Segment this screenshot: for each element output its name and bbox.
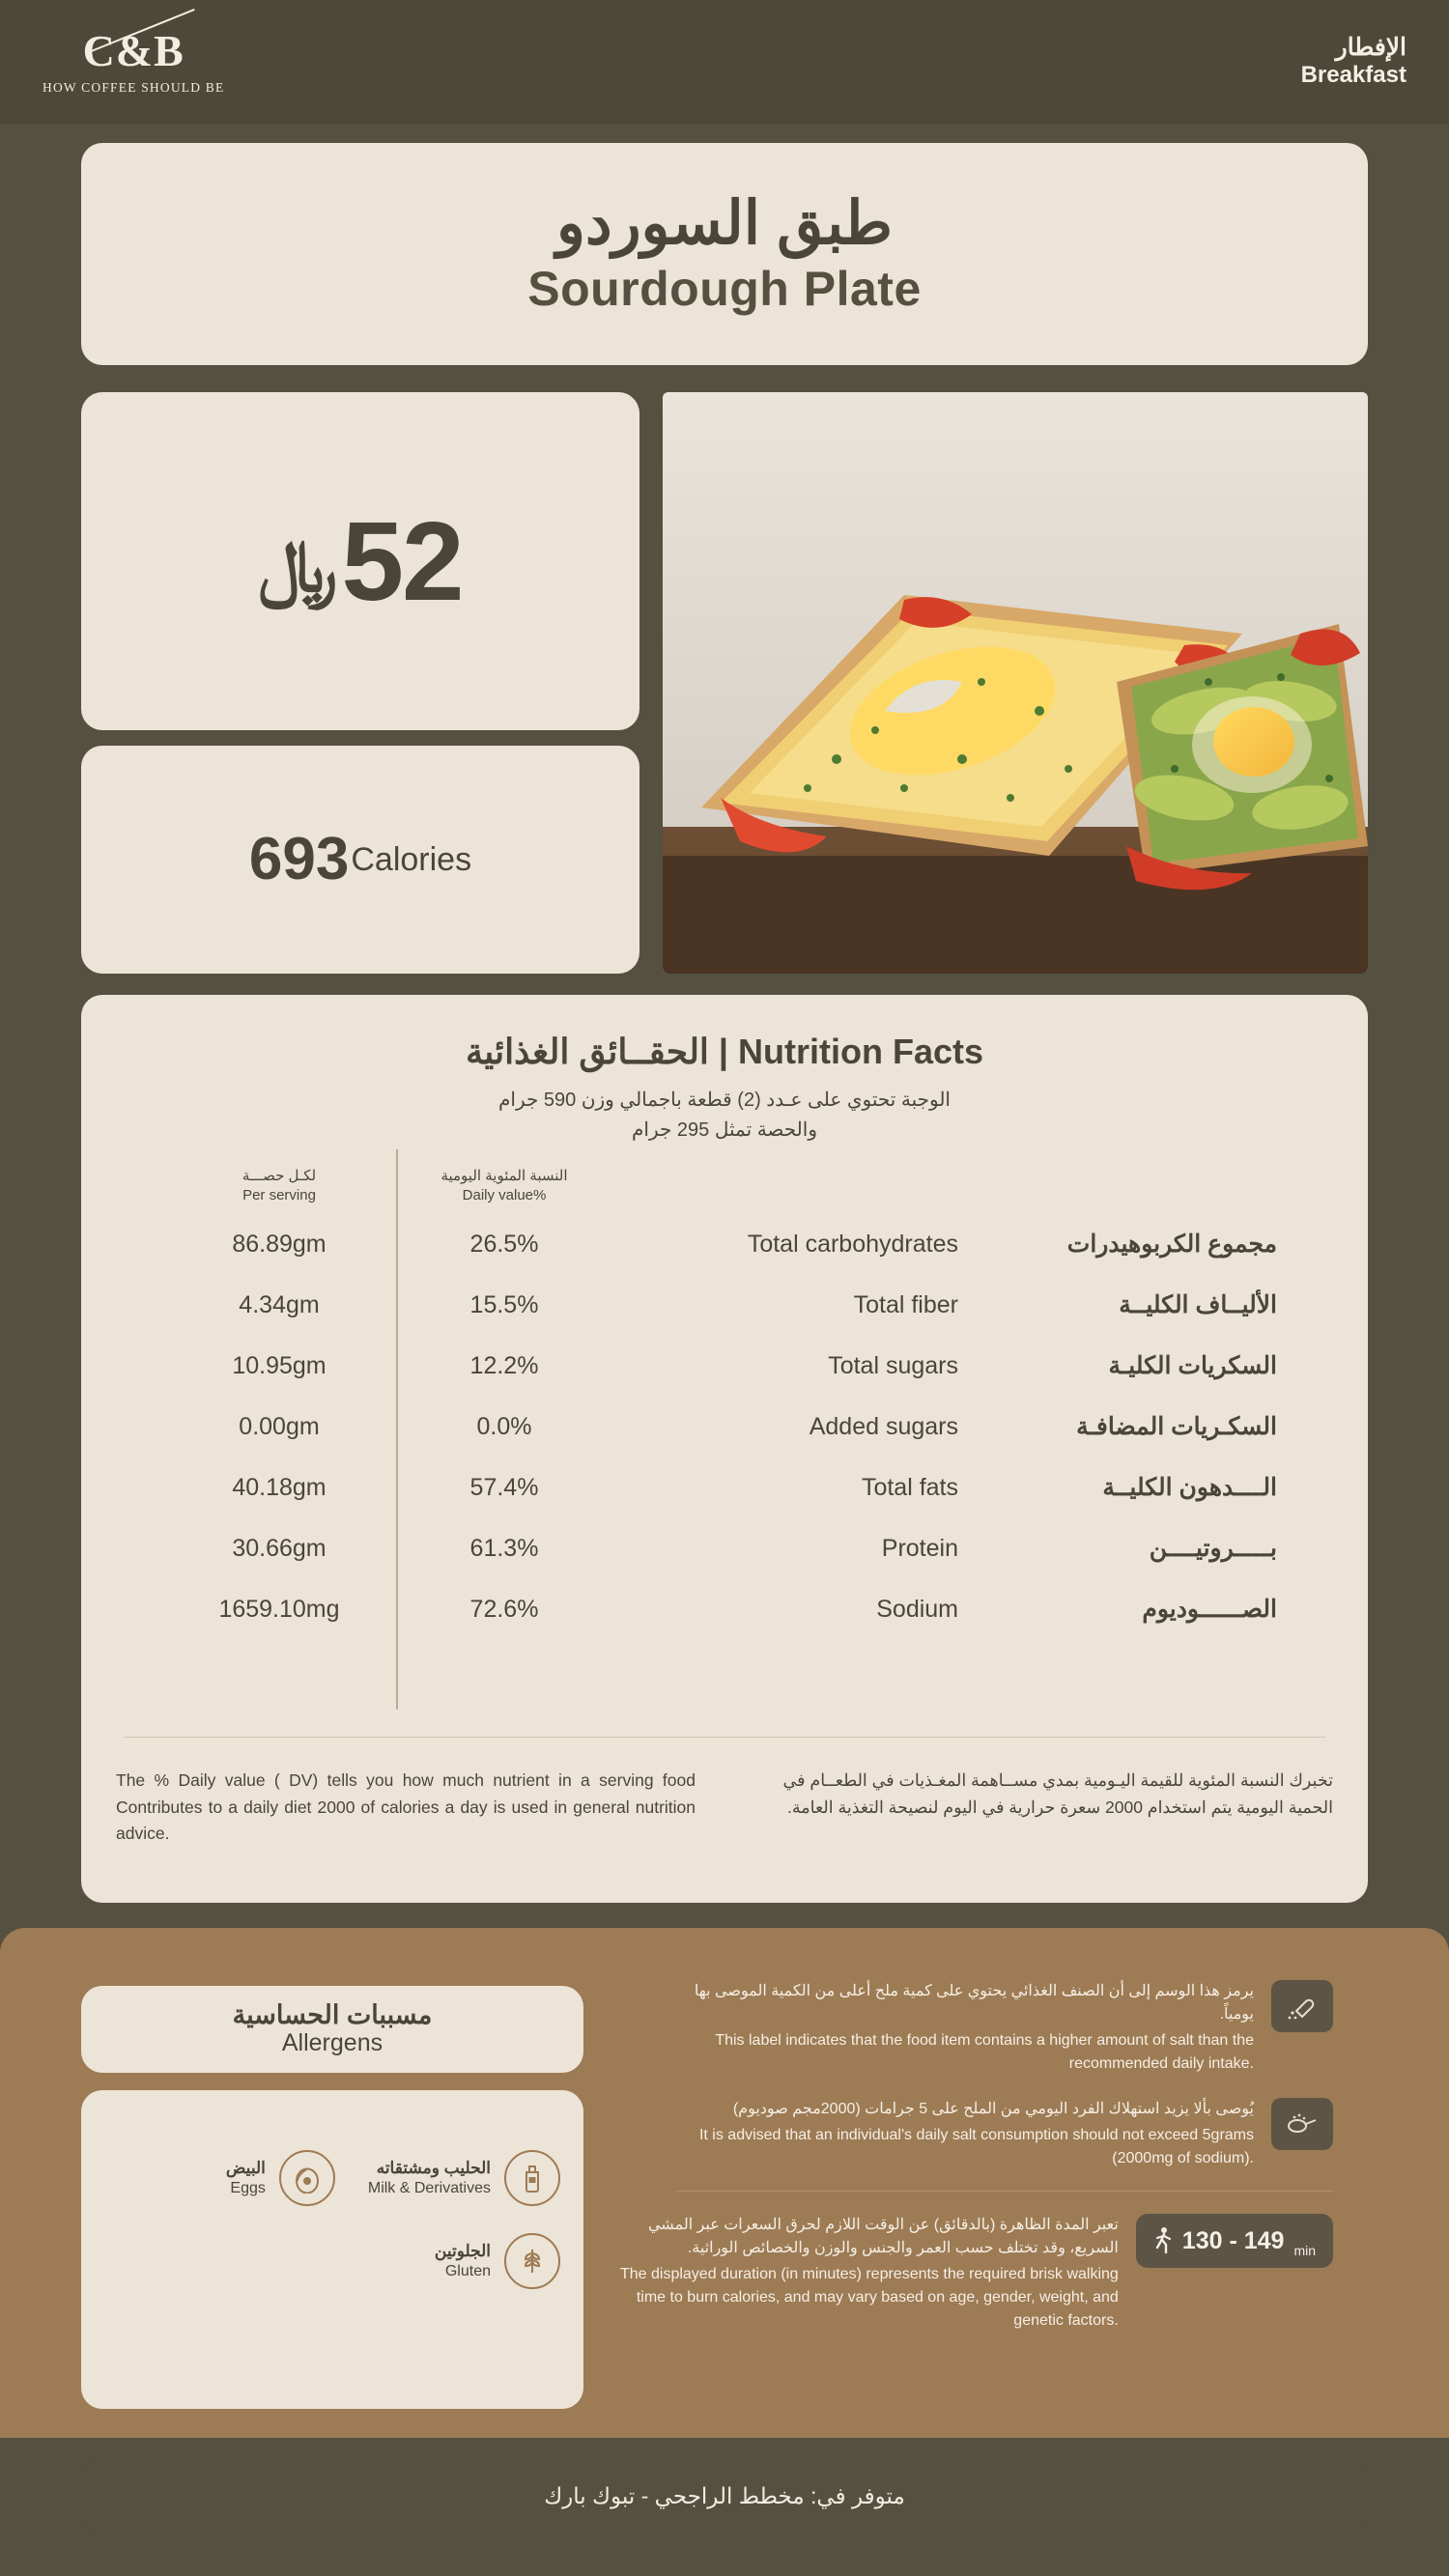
nutrition-title: الحقــائق الغذائية | Nutrition Facts <box>465 1032 984 1071</box>
cell-name-en: Total carbohydrates <box>747 1230 958 1258</box>
riyal-currency-icon: ﷼ <box>258 526 338 607</box>
meal-period-en: Breakfast <box>1300 61 1406 88</box>
notice-text-en: It is advised that an individual's daily salt consumption should not exceed 5grams (2000mg of sodium). <box>698 2127 1254 2166</box>
item-title-card <box>81 143 1368 365</box>
cell-name-en: Total sugars <box>828 1351 958 1379</box>
salt-notice-2 <box>676 2098 1333 2170</box>
walking-person-icon <box>1153 2226 1173 2255</box>
egg-icon <box>279 2150 335 2206</box>
item-photo-illustration <box>663 392 1368 974</box>
table-row <box>124 1336 1325 1397</box>
cell-daily-value: 72.6% <box>469 1595 539 1623</box>
logo-text: C&B <box>82 25 185 75</box>
allergen-row <box>104 2233 560 2289</box>
notice-text <box>676 2098 1254 2170</box>
cell-per-serving: 40.18gm <box>232 1473 327 1501</box>
salt-shaker-icon-svg <box>1287 1992 1318 2021</box>
wheat-icon <box>504 2233 560 2289</box>
column-header-daily-value <box>408 1167 601 1206</box>
table-row <box>124 1458 1325 1518</box>
allergens-list-card <box>81 2090 583 2409</box>
notice-text-en: This label indicates that the food item contains a higher amount of salt than the recommended daily intake. <box>715 2032 1254 2072</box>
allergen-label <box>226 2158 266 2197</box>
spoon-salt-icon-svg <box>1286 2110 1319 2137</box>
column-header-per-serving <box>187 1167 371 1206</box>
cell-name-ar: الــــدهون الكليــة <box>1102 1474 1277 1501</box>
spoon-salt-icon <box>1271 2098 1333 2150</box>
allergen-label <box>435 2241 491 2280</box>
table-row <box>124 1579 1325 1640</box>
cell-per-serving: 10.95gm <box>232 1351 327 1379</box>
item-photo <box>663 392 1368 974</box>
cell-daily-value: 26.5% <box>469 1230 539 1258</box>
col-daily-value-en: Daily value% <box>462 1187 547 1204</box>
allergen-name-en: Eggs <box>230 2179 266 2196</box>
allergen-label <box>368 2158 491 2197</box>
table-row <box>124 1518 1325 1579</box>
cell-name-en: Sodium <box>876 1595 958 1623</box>
cell-name-ar: بـــــروتيــــن <box>1149 1535 1277 1562</box>
notice-text <box>599 2214 1119 2333</box>
notice-text-en: The displayed duration (in minutes) represents the required brisk walking time to burn calories, and may vary based on age, gender, weight, and genetic factors. <box>619 2266 1119 2329</box>
col-daily-value-ar: النسبة المئوية اليومية <box>440 1168 568 1184</box>
salt-shaker-icon <box>1271 1980 1333 2032</box>
cell-name-ar: الصــــــوديوم <box>1142 1596 1277 1623</box>
salt-notice-1 <box>676 1980 1333 2076</box>
allergen-name-en: Gluten <box>444 2262 491 2279</box>
notice-text-ar: تعبر المدة الظاهرة (بالدقائق) عن الوقت اللازم لحرق السعرات عبر المشي السريع، وقد تختلف حسب العمر والجنس والوزن والخصائص الوراثية. <box>647 2217 1119 2256</box>
nutrition-column-headers <box>124 1167 1325 1206</box>
price-value: 52 <box>341 498 463 624</box>
serving-info-line2: والحصة تمثل 295 جرام <box>632 1119 817 1141</box>
allergens-title-ar: مسببات الحساسية <box>232 1999 433 2029</box>
serving-info <box>124 1086 1325 1146</box>
cell-daily-value: 61.3% <box>469 1534 539 1562</box>
nutrition-horizontal-divider <box>124 1737 1325 1738</box>
daily-value-footnote-ar: تخبرك النسبة المئوية للقيمة اليـومية بمدي مســاهمة المغـذيات في الطعــام في الحمية اليومية يتم استخدام 2000 سعرة حرارية في اليوم لنصيحة التغذية العامة. <box>782 1770 1333 1817</box>
col-per-serving-en: Per serving <box>242 1187 316 1204</box>
cell-name-en: Added sugars <box>809 1412 958 1440</box>
list-item <box>435 2233 560 2289</box>
cell-name-en: Total fats <box>861 1473 958 1501</box>
brand-logo <box>43 25 225 96</box>
meal-period-ar: الإفطار <box>1335 34 1406 62</box>
allergen-row <box>104 2150 560 2206</box>
cell-daily-value: 0.0% <box>476 1412 532 1440</box>
cell-name-ar: الأليــاف الكليــة <box>1119 1291 1277 1318</box>
cell-name-ar: السكـريات المضافـة <box>1076 1413 1277 1440</box>
calories-label: Calories <box>351 841 472 878</box>
walking-time-notice <box>599 2214 1333 2333</box>
allergen-name-ar: الجلوتين <box>434 2242 491 2261</box>
cell-per-serving: 30.66gm <box>232 1534 327 1562</box>
cell-per-serving: 86.89gm <box>232 1230 327 1258</box>
cell-per-serving: 4.34gm <box>239 1290 320 1318</box>
wheat-icon-svg <box>520 2246 545 2277</box>
col-per-serving-ar: لكـل حصـــة <box>242 1168 317 1184</box>
egg-icon-svg <box>295 2163 320 2194</box>
allergen-name-ar: الحليب ومشتقاته <box>376 2159 491 2178</box>
table-row <box>124 1275 1325 1336</box>
nutrition-vertical-divider <box>396 1149 398 1710</box>
allergen-name-ar: البيض <box>225 2159 266 2178</box>
cell-name-ar: السكريات الكليـة <box>1108 1352 1277 1379</box>
calories-card <box>81 746 639 974</box>
cell-daily-value: 15.5% <box>469 1290 539 1318</box>
list-item <box>368 2150 560 2206</box>
nutrition-rows <box>124 1214 1325 1640</box>
allergen-name-en: Milk & Derivatives <box>367 2179 491 2196</box>
allergens-grid <box>104 2150 560 2289</box>
milk-carton-icon <box>504 2150 560 2206</box>
table-row <box>124 1397 1325 1458</box>
item-title-ar: طبق السوردو <box>556 189 893 257</box>
calories-value: 693 <box>248 826 350 892</box>
allergens-title-en: Allergens <box>281 2029 384 2057</box>
cell-name-en: Total fiber <box>853 1290 958 1318</box>
notice-divider <box>676 2191 1333 2192</box>
meal-period <box>1301 34 1406 90</box>
allergens-title-card <box>81 1986 583 2073</box>
cell-daily-value: 57.4% <box>469 1473 539 1501</box>
cell-daily-value: 12.2% <box>469 1351 539 1379</box>
availability-footer <box>81 2461 1368 2531</box>
notice-text-ar: يُوصى بألا يزيد استهلاك الفرد اليومي من الملح على 5 جرامات (2000مجم صوديوم) <box>732 2101 1254 2117</box>
notice-text-ar: يرمز هذا الوسم إلى أن الصنف الغذائي يحتوي على كمية ملح أعلى من الكمية الموصى بها يومياً. <box>694 1983 1254 2023</box>
cell-per-serving: 1659.10mg <box>218 1595 340 1623</box>
list-item <box>226 2150 335 2206</box>
walk-duration-unit: min <box>1293 2243 1316 2258</box>
page-header <box>0 0 1449 124</box>
cell-name-ar: مجموع الكربوهيدرات <box>1066 1231 1277 1258</box>
cell-name-en: Protein <box>881 1534 958 1562</box>
logo-mark <box>82 25 185 75</box>
item-title-en: Sourdough Plate <box>527 262 922 317</box>
table-row <box>124 1214 1325 1275</box>
daily-value-footnote-en: The % Daily value ( DV) tells you how much nutrient in a serving food Contributes to a daily diet 2000 of calories a day is used in general nutrition advice. <box>116 1770 696 1844</box>
walk-duration-badge <box>1136 2214 1333 2268</box>
availability-text: متوفر في: مخطط الراجحي - تبوك بارك <box>544 2482 905 2508</box>
logo-tagline: HOW COFFEE SHOULD BE <box>43 79 225 95</box>
price-card <box>81 392 639 730</box>
nutrition-facts-card <box>81 995 1368 1903</box>
notice-text <box>676 1980 1254 2076</box>
cell-per-serving: 0.00gm <box>239 1412 320 1440</box>
milk-carton-icon-svg <box>521 2163 544 2194</box>
serving-info-line1: الوجبة تحتوي على عـدد (2) قطعة باجمالي وزن 590 جرام <box>498 1090 951 1111</box>
walk-duration-value: 130 - 149 <box>1181 2226 1285 2254</box>
